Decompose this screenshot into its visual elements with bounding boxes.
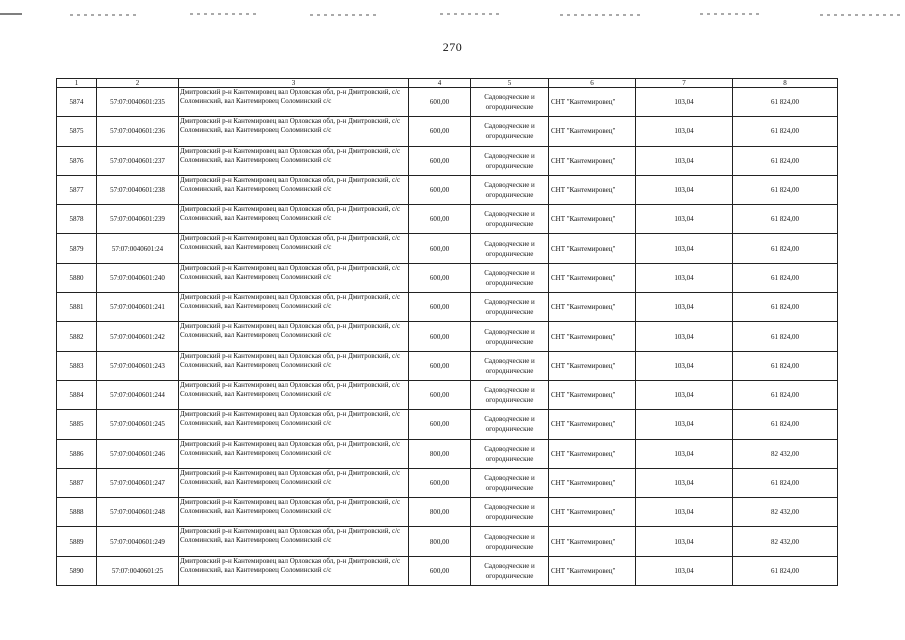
owner-cell: СНТ "Кантемировец" xyxy=(549,117,636,146)
column-header-4: 4 xyxy=(409,79,471,88)
row-number-cell: 5876 xyxy=(57,146,97,175)
cadastral-value-cell: 61 824,00 xyxy=(733,293,838,322)
table-row xyxy=(57,556,838,585)
scan-noise-strip xyxy=(0,10,905,22)
area-cell: 600,00 xyxy=(409,234,471,263)
table-row xyxy=(57,527,838,556)
cadastral-value-cell: 61 824,00 xyxy=(733,88,838,117)
row-number-cell: 5890 xyxy=(57,556,97,585)
cadastral-number-cell: 57:07:0040601:25 xyxy=(97,556,179,585)
cadastral-value-cell: 61 824,00 xyxy=(733,468,838,497)
cadastral-number-cell: 57:07:0040601:246 xyxy=(97,439,179,468)
cadastral-number-cell: 57:07:0040601:239 xyxy=(97,205,179,234)
row-number-cell: 5884 xyxy=(57,380,97,409)
table-row xyxy=(57,380,838,409)
row-number-cell: 5880 xyxy=(57,263,97,292)
owner-cell: СНТ "Кантемировец" xyxy=(549,322,636,351)
area-cell: 600,00 xyxy=(409,468,471,497)
row-number-cell: 5889 xyxy=(57,527,97,556)
area-cell: 600,00 xyxy=(409,175,471,204)
address-cell: Дмитровский р-н Кантемировец вал Орловская обл, р-н Дмитровский, с/с Соломинский, вал Кантемировец Соломинский с/с xyxy=(179,205,409,234)
land-use-cell: Садоводческие и огороднические xyxy=(471,556,549,585)
area-cell: 600,00 xyxy=(409,556,471,585)
column-header-5: 5 xyxy=(471,79,549,88)
cadastral-value-cell: 61 824,00 xyxy=(733,351,838,380)
rate-cell: 103,04 xyxy=(636,439,733,468)
table-row xyxy=(57,293,838,322)
owner-cell: СНТ "Кантемировец" xyxy=(549,175,636,204)
land-use-cell: Садоводческие и огороднические xyxy=(471,175,549,204)
cadastral-number-cell: 57:07:0040601:24 xyxy=(97,234,179,263)
address-cell: Дмитровский р-н Кантемировец вал Орловская обл, р-н Дмитровский, с/с Соломинский, вал Кантемировец Соломинский с/с xyxy=(179,146,409,175)
rate-cell: 103,04 xyxy=(636,146,733,175)
table-row xyxy=(57,410,838,439)
land-use-cell: Садоводческие и огороднические xyxy=(471,293,549,322)
rate-cell: 103,04 xyxy=(636,498,733,527)
cadastral-value-cell: 61 824,00 xyxy=(733,146,838,175)
cadastral-value-cell: 61 824,00 xyxy=(733,380,838,409)
cadastral-value-cell: 82 432,00 xyxy=(733,498,838,527)
row-number-cell: 5875 xyxy=(57,117,97,146)
cadastral-value-cell: 61 824,00 xyxy=(733,263,838,292)
address-cell: Дмитровский р-н Кантемировец вал Орловская обл, р-н Дмитровский, с/с Соломинский, вал Кантемировец Соломинский с/с xyxy=(179,439,409,468)
rate-cell: 103,04 xyxy=(636,351,733,380)
cadastral-value-cell: 82 432,00 xyxy=(733,439,838,468)
address-cell: Дмитровский р-н Кантемировец вал Орловская обл, р-н Дмитровский, с/с Соломинский, вал Кантемировец Соломинский с/с xyxy=(179,527,409,556)
cadastral-value-cell: 61 824,00 xyxy=(733,117,838,146)
owner-cell: СНТ "Кантемировец" xyxy=(549,293,636,322)
cadastral-value-cell: 82 432,00 xyxy=(733,527,838,556)
owner-cell: СНТ "Кантемировец" xyxy=(549,380,636,409)
rate-cell: 103,04 xyxy=(636,88,733,117)
land-use-cell: Садоводческие и огороднические xyxy=(471,527,549,556)
owner-cell: СНТ "Кантемировец" xyxy=(549,556,636,585)
rate-cell: 103,04 xyxy=(636,322,733,351)
owner-cell: СНТ "Кантемировец" xyxy=(549,498,636,527)
cadastral-value-cell: 61 824,00 xyxy=(733,410,838,439)
address-cell: Дмитровский р-н Кантемировец вал Орловская обл, р-н Дмитровский, с/с Соломинский, вал Кантемировец Соломинский с/с xyxy=(179,556,409,585)
owner-cell: СНТ "Кантемировец" xyxy=(549,527,636,556)
land-use-cell: Садоводческие и огороднические xyxy=(471,380,549,409)
land-use-cell: Садоводческие и огороднические xyxy=(471,498,549,527)
address-cell: Дмитровский р-н Кантемировец вал Орловская обл, р-н Дмитровский, с/с Соломинский, вал Кантемировец Соломинский с/с xyxy=(179,293,409,322)
rate-cell: 103,04 xyxy=(636,205,733,234)
row-number-cell: 5874 xyxy=(57,88,97,117)
column-header-3: 3 xyxy=(179,79,409,88)
address-cell: Дмитровский р-н Кантемировец вал Орловская обл, р-н Дмитровский, с/с Соломинский, вал Кантемировец Соломинский с/с xyxy=(179,498,409,527)
rate-cell: 103,04 xyxy=(636,468,733,497)
cadastral-number-cell: 57:07:0040601:243 xyxy=(97,351,179,380)
cadastral-value-cell: 61 824,00 xyxy=(733,234,838,263)
cadastral-value-cell: 61 824,00 xyxy=(733,205,838,234)
rate-cell: 103,04 xyxy=(636,293,733,322)
row-number-cell: 5877 xyxy=(57,175,97,204)
land-use-cell: Садоводческие и огороднические xyxy=(471,322,549,351)
rate-cell: 103,04 xyxy=(636,234,733,263)
cadastral-value-cell: 61 824,00 xyxy=(733,322,838,351)
area-cell: 600,00 xyxy=(409,322,471,351)
row-number-cell: 5885 xyxy=(57,410,97,439)
land-use-cell: Садоводческие и огороднические xyxy=(471,439,549,468)
rate-cell: 103,04 xyxy=(636,556,733,585)
cadastral-number-cell: 57:07:0040601:236 xyxy=(97,117,179,146)
rate-cell: 103,04 xyxy=(636,410,733,439)
area-cell: 600,00 xyxy=(409,410,471,439)
area-cell: 600,00 xyxy=(409,205,471,234)
table-row xyxy=(57,263,838,292)
area-cell: 800,00 xyxy=(409,527,471,556)
row-number-cell: 5882 xyxy=(57,322,97,351)
column-header-8: 8 xyxy=(733,79,838,88)
cadastral-value-cell: 61 824,00 xyxy=(733,175,838,204)
row-number-cell: 5887 xyxy=(57,468,97,497)
cadastral-number-cell: 57:07:0040601:237 xyxy=(97,146,179,175)
rate-cell: 103,04 xyxy=(636,263,733,292)
area-cell: 600,00 xyxy=(409,351,471,380)
land-use-cell: Садоводческие и огороднические xyxy=(471,146,549,175)
row-number-cell: 5886 xyxy=(57,439,97,468)
column-header-2: 2 xyxy=(97,79,179,88)
column-header-1: 1 xyxy=(57,79,97,88)
cadastral-number-cell: 57:07:0040601:241 xyxy=(97,293,179,322)
land-use-cell: Садоводческие и огороднические xyxy=(471,117,549,146)
cadastral-number-cell: 57:07:0040601:247 xyxy=(97,468,179,497)
cadastral-number-cell: 57:07:0040601:240 xyxy=(97,263,179,292)
land-use-cell: Садоводческие и огороднические xyxy=(471,205,549,234)
header-row xyxy=(57,79,838,88)
table-row xyxy=(57,88,838,117)
land-use-cell: Садоводческие и огороднические xyxy=(471,88,549,117)
cadastral-value-cell: 61 824,00 xyxy=(733,556,838,585)
address-cell: Дмитровский р-н Кантемировец вал Орловская обл, р-н Дмитровский, с/с Соломинский, вал Кантемировец Соломинский с/с xyxy=(179,322,409,351)
land-use-cell: Садоводческие и огороднические xyxy=(471,468,549,497)
address-cell: Дмитровский р-н Кантемировец вал Орловская обл, р-н Дмитровский, с/с Соломинский, вал Кантемировец Соломинский с/с xyxy=(179,234,409,263)
land-use-cell: Садоводческие и огороднические xyxy=(471,410,549,439)
owner-cell: СНТ "Кантемировец" xyxy=(549,234,636,263)
owner-cell: СНТ "Кантемировец" xyxy=(549,88,636,117)
table-row xyxy=(57,439,838,468)
table-row xyxy=(57,351,838,380)
cadastral-number-cell: 57:07:0040601:238 xyxy=(97,175,179,204)
address-cell: Дмитровский р-н Кантемировец вал Орловская обл, р-н Дмитровский, с/с Соломинский, вал Кантемировец Соломинский с/с xyxy=(179,263,409,292)
row-number-cell: 5883 xyxy=(57,351,97,380)
row-number-cell: 5881 xyxy=(57,293,97,322)
address-cell: Дмитровский р-н Кантемировец вал Орловская обл, р-н Дмитровский, с/с Соломинский, вал Кантемировец Соломинский с/с xyxy=(179,410,409,439)
owner-cell: СНТ "Кантемировец" xyxy=(549,468,636,497)
table-row xyxy=(57,498,838,527)
cadastral-number-cell: 57:07:0040601:249 xyxy=(97,527,179,556)
owner-cell: СНТ "Кантемировец" xyxy=(549,263,636,292)
row-number-cell: 5879 xyxy=(57,234,97,263)
cadastral-number-cell: 57:07:0040601:242 xyxy=(97,322,179,351)
table-row xyxy=(57,322,838,351)
land-use-cell: Садоводческие и огороднические xyxy=(471,234,549,263)
owner-cell: СНТ "Кантемировец" xyxy=(549,146,636,175)
table-row xyxy=(57,234,838,263)
area-cell: 800,00 xyxy=(409,439,471,468)
land-use-cell: Садоводческие и огороднические xyxy=(471,351,549,380)
cadastral-number-cell: 57:07:0040601:244 xyxy=(97,380,179,409)
cadastral-number-cell: 57:07:0040601:235 xyxy=(97,88,179,117)
table-body xyxy=(57,88,838,586)
rate-cell: 103,04 xyxy=(636,527,733,556)
table-row xyxy=(57,175,838,204)
address-cell: Дмитровский р-н Кантемировец вал Орловская обл, р-н Дмитровский, с/с Соломинский, вал Кантемировец Соломинский с/с xyxy=(179,175,409,204)
table-row xyxy=(57,468,838,497)
row-number-cell: 5888 xyxy=(57,498,97,527)
column-header-7: 7 xyxy=(636,79,733,88)
address-cell: Дмитровский р-н Кантемировец вал Орловская обл, р-н Дмитровский, с/с Соломинский, вал Кантемировец Соломинский с/с xyxy=(179,468,409,497)
area-cell: 800,00 xyxy=(409,498,471,527)
column-header-6: 6 xyxy=(549,79,636,88)
row-number-cell: 5878 xyxy=(57,205,97,234)
rate-cell: 103,04 xyxy=(636,380,733,409)
rate-cell: 103,04 xyxy=(636,117,733,146)
page-number: 270 xyxy=(442,40,463,54)
owner-cell: СНТ "Кантемировец" xyxy=(549,410,636,439)
area-cell: 600,00 xyxy=(409,88,471,117)
owner-cell: СНТ "Кантемировец" xyxy=(549,351,636,380)
area-cell: 600,00 xyxy=(409,263,471,292)
address-cell: Дмитровский р-н Кантемировец вал Орловская обл, р-н Дмитровский, с/с Соломинский, вал Кантемировец Соломинский с/с xyxy=(179,88,409,117)
cadastral-table xyxy=(56,78,838,586)
table-row xyxy=(57,117,838,146)
rate-cell: 103,04 xyxy=(636,175,733,204)
area-cell: 600,00 xyxy=(409,293,471,322)
address-cell: Дмитровский р-н Кантемировец вал Орловская обл, р-н Дмитровский, с/с Соломинский, вал Кантемировец Соломинский с/с xyxy=(179,117,409,146)
address-cell: Дмитровский р-н Кантемировец вал Орловская обл, р-н Дмитровский, с/с Соломинский, вал Кантемировец Соломинский с/с xyxy=(179,380,409,409)
area-cell: 600,00 xyxy=(409,146,471,175)
address-cell: Дмитровский р-н Кантемировец вал Орловская обл, р-н Дмитровский, с/с Соломинский, вал Кантемировец Соломинский с/с xyxy=(179,351,409,380)
land-use-cell: Садоводческие и огороднические xyxy=(471,263,549,292)
table-row xyxy=(57,205,838,234)
table-row xyxy=(57,146,838,175)
cadastral-number-cell: 57:07:0040601:248 xyxy=(97,498,179,527)
area-cell: 600,00 xyxy=(409,380,471,409)
owner-cell: СНТ "Кантемировец" xyxy=(549,439,636,468)
owner-cell: СНТ "Кантемировец" xyxy=(549,205,636,234)
area-cell: 600,00 xyxy=(409,117,471,146)
cadastral-number-cell: 57:07:0040601:245 xyxy=(97,410,179,439)
